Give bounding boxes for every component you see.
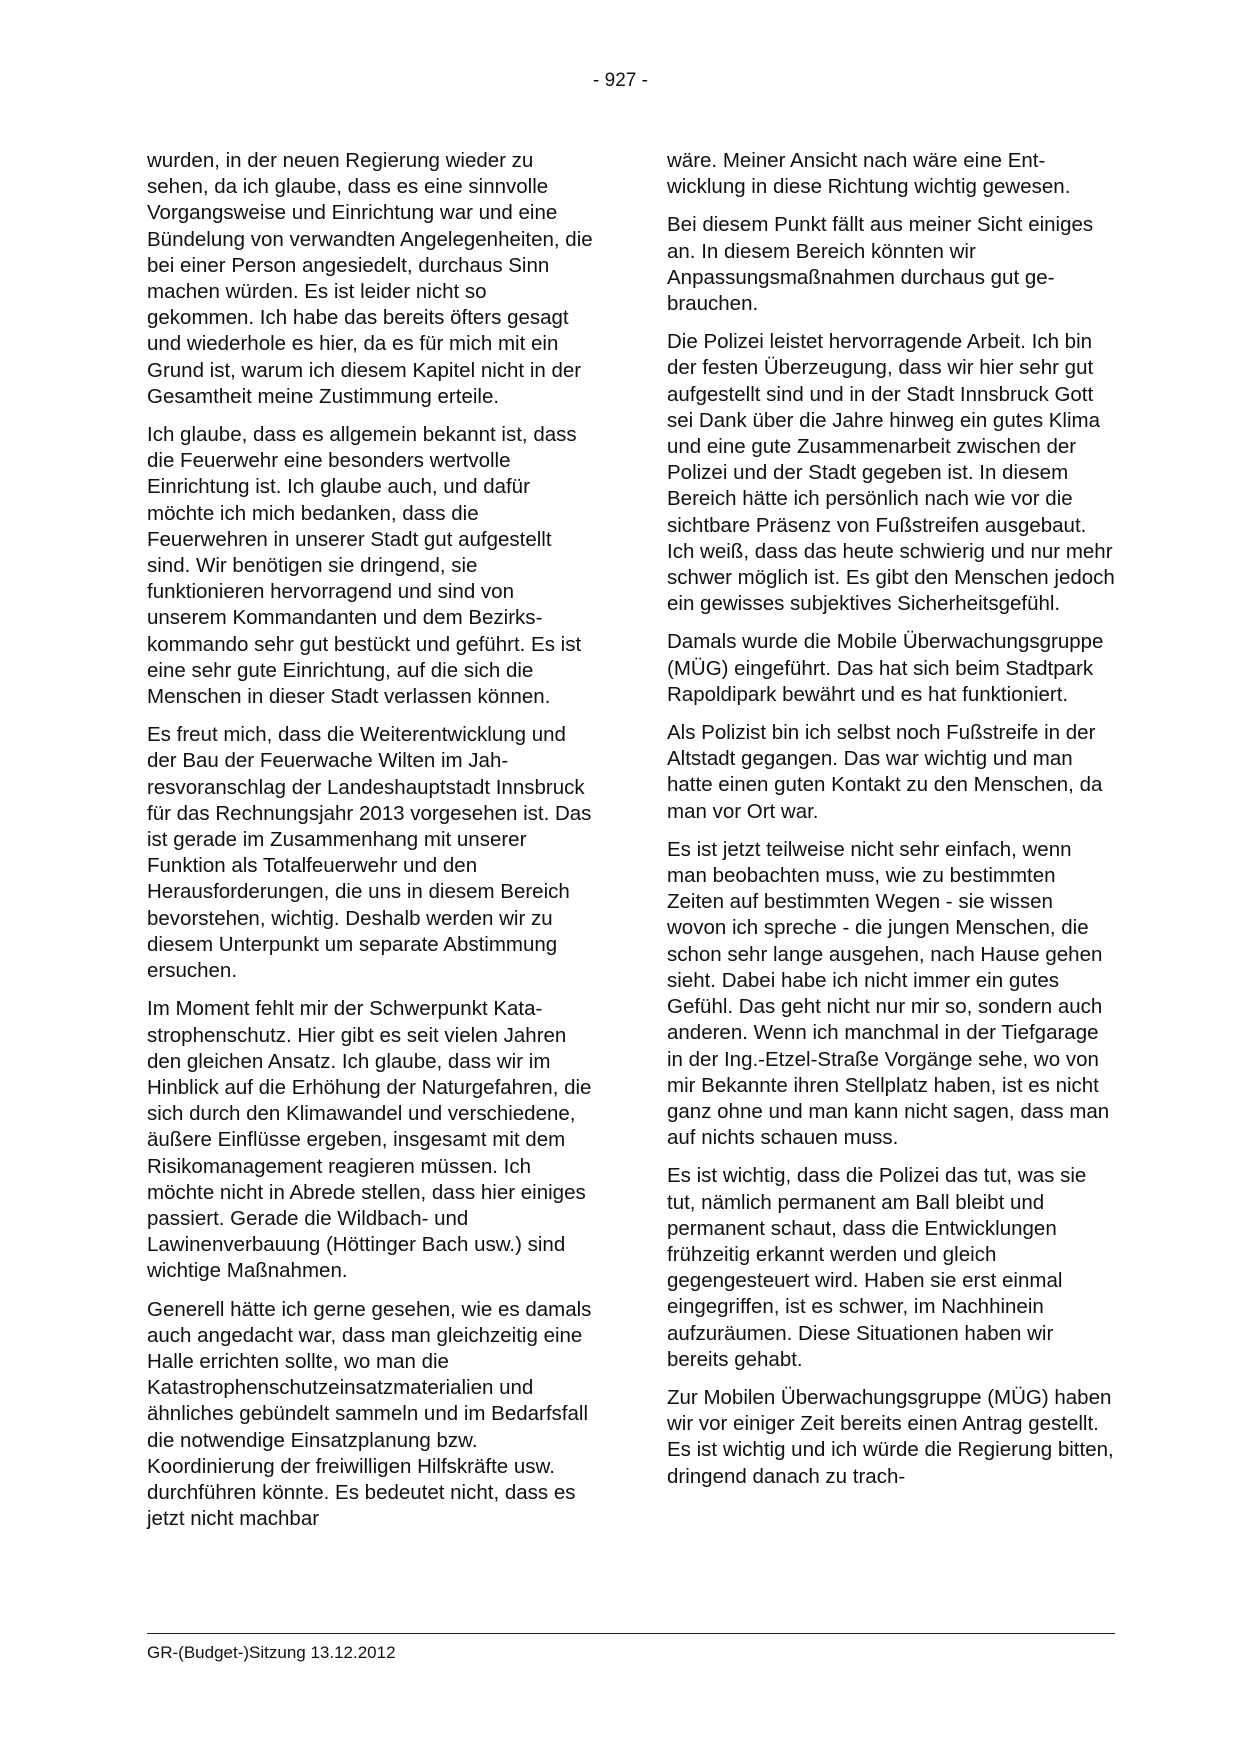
paragraph: Die Polizei leistet hervorragende Arbeit. Ich bin der festen Überzeugung, dass wir hier sehr gut aufgestellt sind und in der Stadt Innsbruck Gott sei Dank über die Jahre hinweg ein gutes Klima und eine gute Zusammenarbeit zwischen der Polizei und der Stadt gegeben ist. In diesem Bereich hätte ich persönlich nach wie vor die sichtbare Präsenz von Fußstreifen ausgebaut. Ich weiß, dass das heute schwierig und nur mehr schwer möglich ist. Es gibt den Menschen jedoch ein gewisses subjektives Sicherheitsgefühl. — [667, 330, 1115, 616]
page-number: - 927 - — [593, 70, 648, 91]
paragraph: Bei diesem Punkt fällt aus meiner Sicht einiges an. In diesem Bereich könnten wir Anpassungsmaßnahmen durchaus gut gebrauchen. — [667, 213, 1094, 316]
paragraph: Es ist jetzt teilweise nicht sehr einfach, wenn man beobachten muss, wie zu bestimmten Zeiten auf bestimmten Wegen - sie wissen wovon ich spreche - die jungen Menschen, die schon sehr lange ausgehen, nach Hause gehen sieht. Dabei habe ich nicht immer ein gutes Gefühl. Das geht nicht nur mir so, sondern auch anderen. Wenn ich manchmal in der Tiefgarage in der Ing.-Etzel-Straße Vorgänge sehe, wo von mir Bekannte ihren Stellplatz haben, ist es nicht ganz ohne und man kann nicht sagen, dass man auf nichts schauen muss. — [667, 837, 1110, 1150]
paragraph: Damals wurde die Mobile Überwachungsgruppe (MÜG) eingeführt. Das hat sich beim Stadtpark Rapoldipark bewährt und es hat funktioniert. — [667, 630, 1104, 706]
paragraph: wäre. Meiner Ansicht nach wäre eine Entwicklung in diese Richtung wichtig gewesen. — [667, 149, 1071, 199]
paragraph: Als Polizist bin ich selbst noch Fußstreife in der Altstadt gegangen. Das war wichtig und man hatte einen guten Kontakt zu den Menschen, da man vor Ort war. — [667, 721, 1103, 823]
paragraph: Ich glaube, dass es allgemein bekannt ist, dass die Feuerwehr eine besonders wertvolle Einrichtung ist. Ich glaube auch, und dafür möchte ich mich bedanken, dass die Feuerwehren in unserer Stadt gut aufgestellt sind. Wir benötigen sie dringend, sie funktionieren hervorragend und sind von unserem Kommandanten und dem Bezirkskommando sehr gut bestückt und geführt. Es ist eine sehr gute Einrichtung, auf die sich die Menschen in dieser Stadt verlassen können. — [147, 423, 582, 709]
footer-text: GR-(Budget-)Sitzung 13.12.2012 — [147, 1643, 396, 1662]
paragraph: Im Moment fehlt mir der Schwerpunkt Katastrophenschutz. Hier gibt es seit vielen Jahren den gleichen Ansatz. Ich glaube, dass wir im Hinblick auf die Erhöhung der Naturgefahren, die sich durch den Klimawandel und verschiedene, äußere Einflüsse ergeben, insgesamt mit dem Risikomanagement reagieren müssen. Ich möchte nicht in Abrede stellen, dass hier einiges passiert. Gerade die Wildbach- und Lawinenverbauung (Höttinger Bach usw.) sind wichtige Maßnahmen. — [147, 997, 592, 1283]
right-column — [667, 148, 1115, 1502]
paragraph: Generell hätte ich gerne gesehen, wie es damals auch angedacht war, dass man gleichzeitig eine Halle errichten sollte, wo man die Katastrophenschutzeinsatzmaterialien und ähnliches gebündelt sammeln und im Bedarfsfall die notwendige Einsatzplanung bzw. Koordinierung der freiwilligen Hilfskräfte usw. durchführen könnte. Es bedeutet nicht, dass es jetzt nicht machbar — [147, 1297, 592, 1531]
left-column — [147, 148, 595, 1544]
paragraph: Zur Mobilen Überwachungsgruppe (MÜG) haben wir vor einiger Zeit bereits einen Antrag gestellt. Es ist wichtig und ich würde die Regierung bitten, dringend danach zu trach- — [667, 1385, 1114, 1488]
footer-divider — [147, 1633, 1115, 1634]
paragraph: wurden, in der neuen Regierung wieder zu sehen, da ich glaube, dass es eine sinnvolle Vorgangsweise und Einrichtung war und eine Bündelung von verwandten Angelegenheiten, die bei einer Person angesiedelt, durchaus Sinn machen würden. Es ist leider nicht so gekommen. Ich habe das bereits öfters gesagt und wiederhole es hier, da es für mich mit ein Grund ist, warum ich diesem Kapitel nicht in der Gesamtheit meine Zustimmung erteile. — [147, 149, 593, 408]
paragraph: Es freut mich, dass die Weiterentwicklung und der Bau der Feuerwache Wilten im Jahresvoranschlag der Landeshauptstadt Innsbruck für das Rechnungsjahr 2013 vorgesehen ist. Das ist gerade im Zusammenhang mit unserer Funktion als Totalfeuerwehr und den Herausforderungen, die uns in diesem Bereich bevorstehen, wichtig. Deshalb werden wir zu diesem Unterpunkt um separate Abstimmung ersuchen. — [147, 723, 592, 983]
paragraph: Es ist wichtig, dass die Polizei das tut, was sie tut, nämlich permanent am Ball bleibt und permanent schaut, dass die Entwicklungen frühzeitig erkannt werden und gleich gegengesteuert wird. Haben sie erst einmal eingegriffen, ist es schwer, im Nachhinein aufzuräumen. Diese Situationen haben wir bereits gehabt. — [667, 1164, 1087, 1371]
